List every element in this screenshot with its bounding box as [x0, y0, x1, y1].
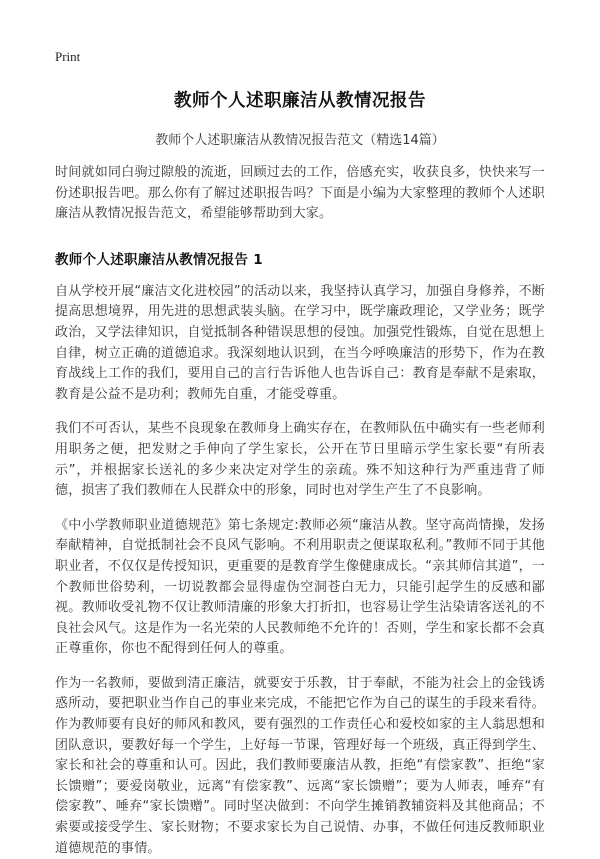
document-body	[55, 163, 545, 859]
section-heading: 教师个人述职廉洁从教情况报告 1	[55, 251, 263, 268]
page-subtitle: 教师个人述职廉洁从教情况报告范文（精选14篇）	[155, 133, 445, 148]
page-title: 教师个人述职廉洁从教情况报告	[174, 91, 426, 111]
body-paragraph: 我们不可否认，某些不良现象在教师身上确实存在，在教师队伍中确实有一些老师利用职务之便，把发财之手伸向了学生家长，公开在节日里暗示学生家长要“有所表示”，并根据家长送礼的多少来决定对学生的亲疏。殊不知这种行为严重违背了师德，损害了我们教师在人民群众中的形象，同时也对学生产生了不良影响。	[55, 421, 545, 499]
body-paragraph: 自从学校开展“廉洁文化进校园”的活动以来，我坚持认真学习，加强自身修养，不断提高思想境界，用先进的思想武装头脑。在学习中，既学廉政理论，又学业务；既学政治，又学法律知识，自觉抵制各种错误思想的侵蚀。加强党性锻炼，自觉在思想上自律，树立正确的道德追求。我深刻地认识到，在当今呼唤廉洁的形势下，作为在教育战线上工作的我们，要用自己的言行告诉他人也告诉自己：教育是奉献不是索取，教育是公益不是功利；教师先自重，才能受尊重。	[55, 283, 545, 402]
body-paragraph: 《中小学教师职业道德规范》第七条规定:教师必须“廉洁从教。坚守高尚情操，发扬奉献精神，自觉抵制社会不良风气影响。不利用职责之便谋取私利。”教师不同于其他职业者，不仅仅是传授知识，更重要的是教育学生像健康成长。“亲其师信其道”，一个教师世俗势利，一切说教都会显得虚伪空洞苍白无力，只能引起学生的反感和鄙视。教师收受礼物不仅让教师清廉的形象大打折扣，也容易让学生沾染请客送礼的不良社会风气。这是作为一名光荣的人民教师绝不允许的！否则，学生和家长都不会真正尊重你，你也不配得到任何人的尊重。	[55, 517, 545, 657]
body-paragraph: 作为一名教师，要做到清正廉洁，就要安于乐教，甘于奉献，不能为社会上的金钱诱惑所动，要把职业当作自己的事业来完成，不能把它作为自己的谋生的手段来看待。作为教师要有良好的师风和教风，要有强烈的工作责任心和爱校如家的主人翁思想和团队意识，要教好每一个学生，上好每一节课，管理好每一个班级，真正得到学生、家长和社会的尊重和认可。因此，我们教师要廉洁从教，拒绝“有偿家教”、拒绝“家长馈赠”；要爱岗敬业，远离“有偿家教”、远离“家长馈赠”；要为人师表，唾弃“有偿家教”、唾弃“家长馈赠”。同时坚决做到：不向学生摊销教辅资料及其他商品；不索要或接受学生、家长财物；不要求家长为自己说情、办事，不做任何违反教师职业道德规范的事情。	[55, 675, 545, 856]
print-link[interactable]: Print	[55, 49, 81, 64]
intro-paragraph: 时间就如同白驹过隙般的流逝，回顾过去的工作，倍感充实，收获良多，快快来写一份述职报告吧。那么你有了解过述职报告吗？下面是小编为大家整理的教师个人述职廉洁从教情况报告范文，希望能够帮助到大家。	[55, 165, 545, 222]
